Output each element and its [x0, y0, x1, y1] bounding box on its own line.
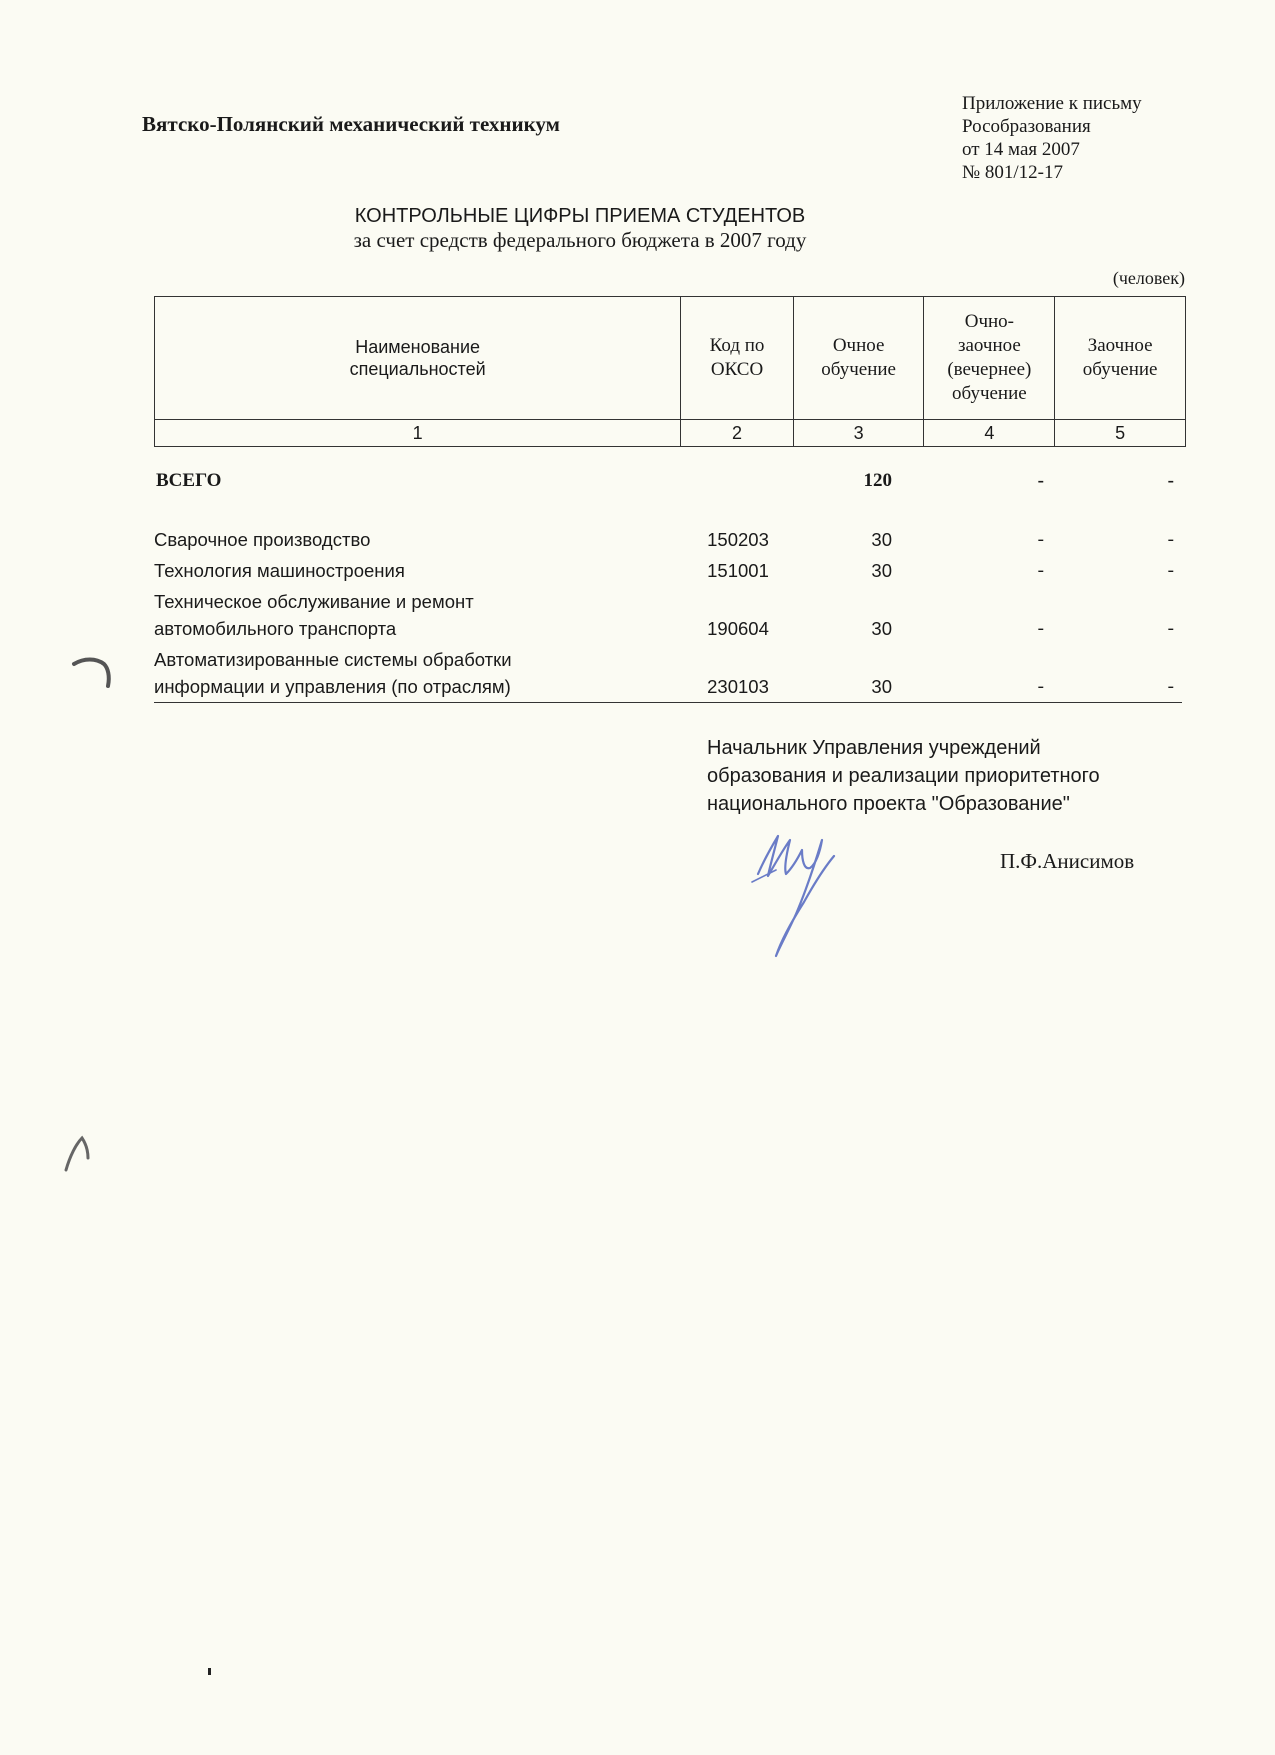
evening-value: - — [1037, 560, 1044, 581]
correspondence-value: - — [1167, 618, 1174, 639]
column-header-evening: Очно-заочное (вечернее) обучение — [924, 297, 1055, 420]
column-number: 1 — [155, 420, 681, 447]
hole-punch-mark — [70, 656, 114, 702]
attachment-line: № 801/12-17 — [962, 162, 1063, 183]
units-label: (человек) — [1112, 268, 1185, 288]
specialty-code: 190604 — [707, 618, 769, 639]
specialty-name: Технология машиностроения — [154, 560, 405, 581]
table-row — [154, 557, 1182, 584]
table-row — [154, 526, 1182, 553]
column-header-correspondence: Заочное обучение — [1055, 297, 1186, 420]
official-position — [707, 734, 1100, 818]
specialty-code: 150203 — [707, 529, 769, 550]
correspondence-value: - — [1167, 529, 1174, 550]
position-line: образования и реализации приоритетного — [707, 765, 1100, 787]
table-row — [154, 646, 1182, 700]
table-header — [154, 296, 1186, 447]
attachment-line: Приложение к письму — [962, 93, 1142, 114]
evening-value: - — [1037, 618, 1044, 639]
organization-name: Вятско-Полянский механический техникум — [142, 112, 560, 136]
document-title — [150, 204, 1010, 252]
attachment-line: Рособразования — [962, 116, 1091, 137]
full-time-value: 30 — [871, 618, 892, 639]
specialty-name: Сварочное производство — [154, 529, 371, 550]
evening-value: - — [1037, 529, 1044, 550]
total-evening: - — [1037, 470, 1044, 491]
signer-name: П.Ф.Анисимов — [1000, 849, 1135, 873]
specialty-code: 151001 — [707, 560, 769, 581]
full-time-value: 30 — [871, 560, 892, 581]
correspondence-value: - — [1167, 560, 1174, 581]
column-number: 5 — [1055, 420, 1186, 447]
position-line: Начальник Управления учреждений — [707, 737, 1041, 759]
full-time-value: 30 — [871, 529, 892, 550]
position-line: национального проекта "Образование" — [707, 793, 1070, 815]
column-header-code: Код по ОКСО — [681, 297, 794, 420]
total-row — [154, 470, 1186, 498]
column-number: 2 — [681, 420, 794, 447]
scan-speck — [208, 1668, 211, 1675]
attachment-line: от 14 мая 2007 — [962, 139, 1080, 160]
table-row — [154, 588, 1182, 642]
specialty-name: Автоматизированные системы обработки информации и управления (по отраслям) — [154, 649, 512, 697]
column-number: 3 — [793, 420, 924, 447]
hole-punch-mark — [60, 1130, 94, 1174]
specialty-name: Техническое обслуживание и ремонт автомобильного транспорта — [154, 591, 474, 639]
total-correspondence: - — [1167, 470, 1174, 491]
handwritten-signature — [750, 812, 860, 962]
column-header-name: Наименование специальностей — [155, 297, 681, 420]
evening-value: - — [1037, 676, 1044, 697]
full-time-value: 30 — [871, 676, 892, 697]
total-full-time: 120 — [863, 470, 892, 491]
subtitle-line: за счет средств федерального бюджета в 2007 году — [353, 228, 807, 252]
title-line: КОНТРОЛЬНЫЕ ЦИФРЫ ПРИЕМА СТУДЕНТОВ — [354, 205, 806, 227]
attachment-note — [962, 92, 1142, 184]
total-label: ВСЕГО — [156, 470, 222, 491]
specialty-code: 230103 — [707, 676, 769, 697]
column-header-full-time: Очное обучение — [793, 297, 924, 420]
correspondence-value: - — [1167, 676, 1174, 697]
column-number: 4 — [924, 420, 1055, 447]
specialty-rows — [154, 526, 1182, 703]
